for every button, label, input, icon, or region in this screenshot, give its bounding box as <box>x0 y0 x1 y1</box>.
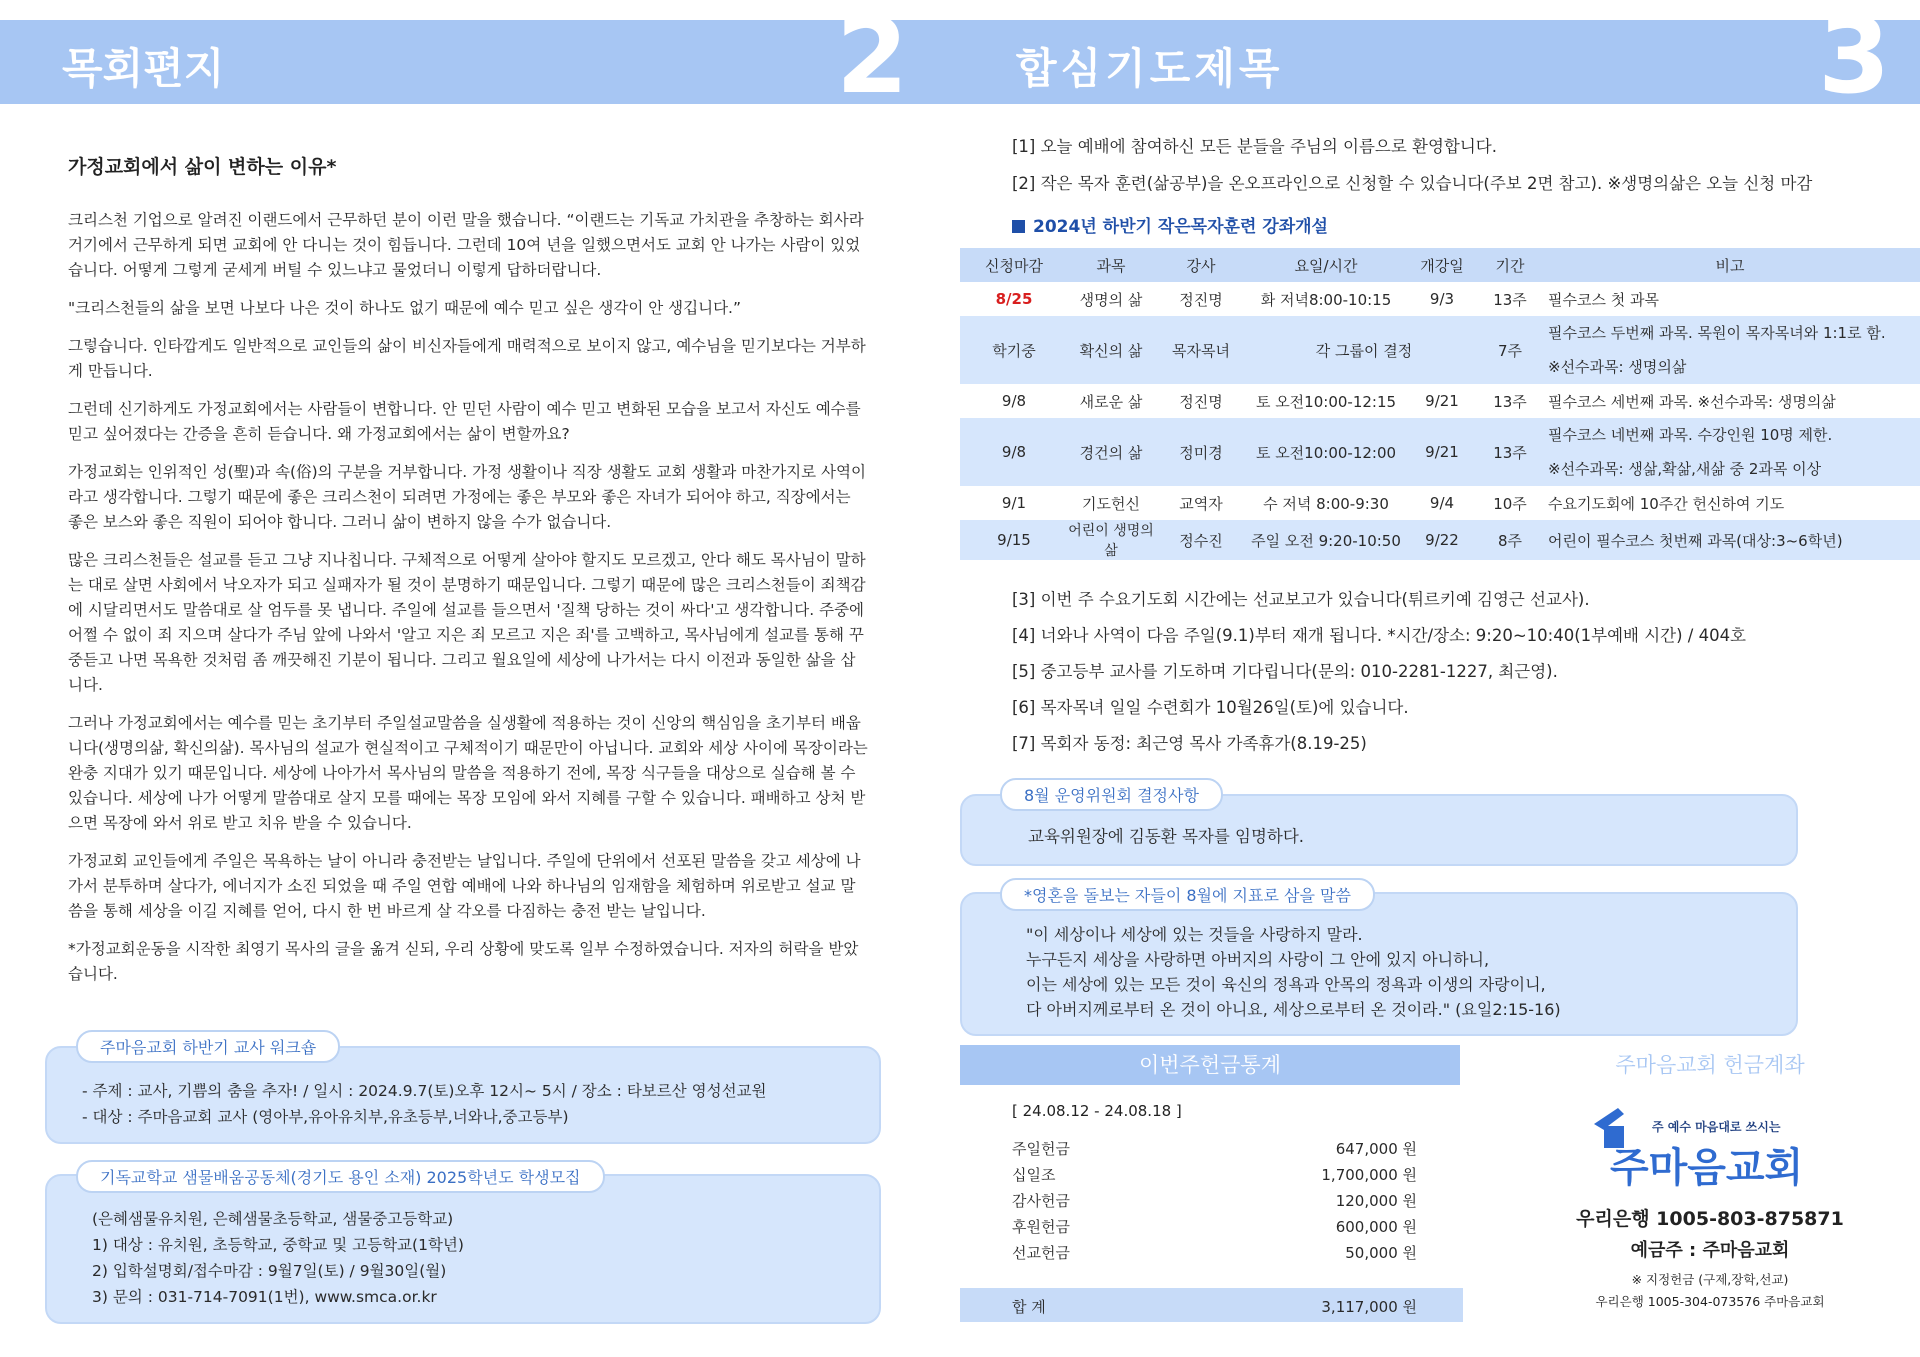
school-line: (은혜샘물유치원, 은혜샘물초등학교, 샘물중고등학교) <box>92 1210 454 1228</box>
total-label: 합 계 <box>1012 1298 1046 1316</box>
bank-account: 우리은행 1005-803-875871 <box>1576 1208 1844 1230</box>
verse-line: 누구든지 세상을 사랑하면 아버지의 사랑이 그 안에 있지 아니하니, <box>1026 950 1490 969</box>
workshop-tab: 주마음교회 하반기 교사 워크숍 <box>76 1030 340 1063</box>
school-details <box>92 1206 852 1310</box>
school-line: 2) 입학설명회/접수마감 : 9월7일(토) / 9월30일(월) <box>92 1262 447 1280</box>
offering-amount: 647,000 원 <box>1335 1140 1417 1158</box>
offering-row <box>1012 1138 1417 1159</box>
offering-title: 이번주헌금통계 <box>960 1045 1460 1085</box>
offering-amount: 600,000 원 <box>1335 1218 1417 1236</box>
letter-paragraph: 그러나 가정교회에서는 예수를 믿는 초기부터 주일설교말씀을 실생활에 적용하는 것이 신앙의 핵심임을 초기부터 배웁니다(생명의삶, 확신의삶). 목사님의 설교가 현실적이고 구체적이기 때문만이 아닙니다. 교회와 세상 사이에 목장이라는 완충 지대가 있기 때문입니다. 세상에 나아가서 목사님의 말씀을 적용하기 전에, 목장 식구들을 대상으로 실습해 볼 수 있습니다. 세상에 나가 어떻게 말씀대로 살지 모를 때에는 목장 모임에 와서 지혜를 구할 수 있습니다. 패배하고 상처 받으면 목장에 와서 위로 받고 치유 받을 수 있습니다. <box>68 714 868 832</box>
right-page-number: 3 <box>1818 0 1891 117</box>
offering-label: 감사헌금 <box>1012 1192 1070 1210</box>
school-line: 3) 문의 : 031-714-7091(1번), www.smca.or.kr <box>92 1288 437 1306</box>
course-title-text: 2024년 하반기 작은목자훈련 강좌개설 <box>1033 217 1328 237</box>
time-cell: 화 저녁8:00-10:15 <box>1260 290 1392 309</box>
deadline-cell: 학기중 <box>960 316 1068 384</box>
total-amount: 3,117,000 원 <box>1321 1298 1417 1316</box>
square-bullet-icon <box>1012 220 1025 233</box>
start-cell: 9/22 <box>1404 520 1480 560</box>
letter-title: 가정교회에서 삶이 변하는 이유* <box>68 156 337 178</box>
period-cell: 13주 <box>1493 290 1527 309</box>
letter-paragraph: 가정교회 교인들에게 주일은 목욕하는 날이 아니라 충전받는 날입니다. 주일에 단위에서 선포된 말씀을 갖고 세상에 나가서 분투하며 살다가, 에너지가 소진 되었을 때 주일 연합 예배에 나와 하나님의 임재함을 체험하며 위로받고 설교 말씀을 통해 세상을 이길 지혜를 얻어, 다시 한 번 바르게 살 각오를 다짐하는 충전 받는 날입니다. <box>68 852 861 920</box>
start-cell: 9/3 <box>1429 290 1455 308</box>
table-row <box>960 520 1920 560</box>
subject-cell: 확신의 삶 <box>1068 316 1154 384</box>
offering-row <box>1012 1164 1417 1185</box>
start-cell: 9/21 <box>1404 418 1480 486</box>
time-cell: 토 오전10:00-12:15 <box>1255 392 1397 411</box>
column-header: 비고 <box>1540 248 1920 282</box>
offering-amount: 50,000 원 <box>1345 1244 1417 1262</box>
workshop-line: - 주제 : 교사, 기쁨의 춤을 추자! / 일시 : 2024.9.7(토)오후 12시~ 5시 / 장소 : 타보르산 영성선교원 <box>82 1082 767 1100</box>
letter-paragraph: "크리스천들의 삶을 보면 나보다 나은 것이 하나도 없기 때문에 예수 믿고 싶은 생각이 안 생깁니다.” <box>68 299 742 317</box>
letter-paragraph: 그렇습니다. 인타깝게도 일반적으로 교인들의 삶이 비신자들에게 매력적으로 보이지 않고, 예수님을 믿기보다는 거부하게 만듭니다. <box>68 337 866 380</box>
school-tab: 기독교학교 샘물배움공동체(경기도 용인 소재) 2025학년도 학생모집 <box>76 1160 605 1193</box>
deadline-cell: 9/8 <box>960 418 1068 486</box>
column-header: 신청마감 <box>960 248 1068 282</box>
prayer-item-3: [3] 이번 주 수요기도회 시간에는 선교보고가 있습니다(튀르키예 김영근 선교사). <box>1012 590 1590 609</box>
verse-text <box>1026 922 1561 1022</box>
verse-line: 다 아버지께로부터 온 것이 아니요, 세상으로부터 온 것이라." (요일2:15-16) <box>1026 1000 1561 1019</box>
account-holder: 예금주 : 주마음교회 <box>1630 1240 1790 1261</box>
note-line: ※선수과목: 생명의삶 <box>1548 358 1687 376</box>
table-row <box>960 384 1920 418</box>
offering-label: 주일헌금 <box>1012 1140 1070 1158</box>
designated-offering-note: ※ 지정헌금 (구제,장학,선교) <box>1631 1272 1789 1287</box>
subject-cell: 생명의 삶 <box>1079 290 1143 309</box>
offering-amount: 1,700,000 원 <box>1321 1166 1417 1184</box>
note-line: ※선수과목: 생삶,확삶,새삶 중 2과목 이상 <box>1548 460 1822 478</box>
period-cell: 7주 <box>1480 316 1540 384</box>
period-cell: 13주 <box>1480 418 1540 486</box>
column-header: 개강일 <box>1404 248 1480 282</box>
period-cell: 8주 <box>1480 520 1540 560</box>
right-page-title: 합심기도제목 <box>1016 44 1284 93</box>
letter-paragraph: 많은 크리스천들은 설교를 듣고 그냥 지나칩니다. 구체적으로 어떻게 살아야 할지도 모르겠고, 안다 해도 목사님이 말하는 대로 살면 사회에서 낙오자가 되고 실패자가 될 것이 분명하기 때문입니다. 그렇기 때문에 많은 크리스천들이 죄책감에 시달리면서도 말씀대로 살 엄두를 못 냅니다. 주일에 설교를 들으면서 '질책 당하는 것이 싸다'고 생각합니다. 주중에 어쩔 수 없이 죄 지으며 살다가 주님 앞에 나와서 '알고 지은 죄 모르고 지은 죄'를 고백하고, 목사님에게 설교를 통해 꾸중듣고 나면 목욕한 것처럼 좀 깨끗해진 기분이 됩니다. 그리고 월요일에 세상에 나가서는 다시 이전과 동일한 삶을 삽니다. <box>68 551 866 694</box>
offering-row <box>1012 1190 1417 1211</box>
column-header: 요일/시간 <box>1248 248 1404 282</box>
column-header: 기간 <box>1480 248 1540 282</box>
letter-paragraph: 그런데 신기하게도 가정교회에서는 사람들이 변합니다. 안 믿던 사람이 예수 믿고 변화된 모습을 보고서 자신도 예수를 믿고 싶어졌다는 간증을 흔히 듣습니다. 왜 가정교회에서는 삶이 변할까요? <box>68 400 861 443</box>
committee-tab: 8월 운영위원회 결정사항 <box>1000 778 1223 811</box>
left-page-title: 목회편지 <box>62 44 225 93</box>
teacher-cell: 정진명 <box>1179 290 1223 309</box>
prayer-item-1: [1] 오늘 예배에 참여하신 모든 분들을 주님의 이름으로 환영합니다. <box>1012 137 1497 156</box>
deadline-cell: 9/8 <box>1001 392 1027 410</box>
period-cell: 10주 <box>1493 494 1527 513</box>
verse-line: 이는 세상에 있는 모든 것이 육신의 정욕과 안목의 정욕과 이생의 자랑이니, <box>1026 975 1546 994</box>
deadline-cell: 8/25 <box>995 290 1033 308</box>
letter-body <box>68 208 868 1000</box>
note-line: 필수코스 두번째 과목. 목원이 목자목녀와 1:1로 함. <box>1548 324 1886 342</box>
teacher-cell: 정수진 <box>1154 520 1248 560</box>
prayer-item-4: [4] 너와나 사역이 다음 주일(9.1)부터 재개 됩니다. *시간/장소: 9:20~10:40(1부예배 시간) / 404호 <box>1012 626 1746 645</box>
note-cell: 수요기도회에 10주간 헌신하여 기도 <box>1548 494 1785 513</box>
subject-cell: 경건의 삶 <box>1068 418 1154 486</box>
prayer-item-6: [6] 목자목녀 일일 수련회가 10월26일(토)에 있습니다. <box>1012 698 1409 717</box>
offering-row <box>1012 1216 1417 1237</box>
time-cell: 각 그룹이 결정 <box>1248 316 1480 384</box>
note-cell: 필수코스 첫 과목 <box>1548 290 1659 309</box>
letter-paragraph: 가정교회는 인위적인 성(聖)과 속(俗)의 구분을 거부합니다. 가정 생활이나 직장 생활도 교회 생활과 마찬가지로 사역이라고 생각합니다. 그렇기 때문에 좋은 크리스천이 되려면 가정에는 좋은 부모와 좋은 자녀가 되어야 하고, 직장에서는 좋은 보스와 좋은 직원이 되어야 합니다. 그러니 삶이 변하지 않을 수가 없습니다. <box>68 463 866 531</box>
church-logo <box>1584 1104 1824 1194</box>
verse-line: "이 세상이나 세상에 있는 것들을 사랑하지 말라. <box>1026 925 1363 944</box>
logo-name: 주마음교회 <box>1610 1145 1804 1191</box>
offering-total-row <box>1012 1296 1417 1317</box>
deadline-cell: 9/1 <box>1001 494 1027 512</box>
school-line: 1) 대상 : 유치원, 초등학교, 중학교 및 고등학교(1학년) <box>92 1236 464 1254</box>
course-table <box>960 248 1920 560</box>
table-header-row <box>960 248 1920 282</box>
start-cell: 9/21 <box>1425 392 1459 410</box>
note-cell: 필수코스 세번째 과목. ※선수과목: 생명의삶 <box>1548 392 1836 411</box>
column-header: 과목 <box>1068 248 1154 282</box>
start-cell: 9/4 <box>1429 494 1455 512</box>
letter-paragraph: 크리스천 기업으로 알려진 이랜드에서 근무하던 분이 이런 말을 했습니다. “이랜드는 기독교 가치관을 추창하는 회사라 거기에서 근무하게 되면 교회에 안 다니는 것이 힘듭니다. 그런데 10여 년을 일했으면서도 교회 안 나가는 사람이 있었습니다. 어떻게 그렇게 굳세게 버틸 수 있느냐고 물었더니 이렇게 답하더랍니다. <box>68 211 864 279</box>
teacher-cell: 정미경 <box>1154 418 1248 486</box>
committee-text: 교육위원장에 김동환 목자를 임명하다. <box>1028 827 1305 846</box>
note-cell <box>1540 316 1920 384</box>
offering-row <box>1012 1242 1417 1263</box>
prayer-item-2: [2] 작은 목자 훈련(삶공부)을 온오프라인으로 신청할 수 있습니다(주보 2면 참고). ※생명의삶은 오늘 신청 마감 <box>1012 174 1813 193</box>
offering-amount: 120,000 원 <box>1335 1192 1417 1210</box>
deadline-cell: 9/15 <box>960 520 1068 560</box>
subject-cell: 새로운 삶 <box>1079 392 1143 411</box>
offering-period: [ 24.08.12 - 24.08.18 ] <box>1012 1102 1182 1120</box>
table-row <box>960 316 1920 384</box>
table-row <box>960 486 1920 520</box>
table-row <box>960 418 1920 486</box>
period-cell: 13주 <box>1493 392 1527 411</box>
prayer-item-7: [7] 목회자 동정: 최근영 목사 가족휴가(8.19-25) <box>1012 734 1367 753</box>
prayer-item-5: [5] 중고등부 교사를 기도하며 기다립니다(문의: 010-2281-1227, 최근영). <box>1012 662 1558 681</box>
header-bar <box>0 20 1920 104</box>
designated-offering-account: 우리은행 1005-304-073576 주마음교회 <box>1595 1294 1825 1309</box>
workshop-line: - 대상 : 주마음교회 교사 (영아부,유아유치부,유초등부,너와나,중고등부) <box>82 1108 569 1126</box>
note-line: 필수코스 네번째 과목. 수강인원 10명 제한. <box>1548 426 1833 444</box>
verse-tab: *영혼을 돌보는 자들이 8월에 지표로 삼을 말씀 <box>1000 878 1375 911</box>
teacher-cell: 교역자 <box>1179 494 1223 513</box>
time-cell: 주일 오전 9:20-10:50 <box>1248 520 1404 560</box>
left-page-number: 2 <box>836 0 909 117</box>
teacher-cell: 목자목녀 <box>1154 316 1248 384</box>
note-cell <box>1540 418 1920 486</box>
time-cell: 수 저녁 8:00-9:30 <box>1263 494 1389 513</box>
offering-label: 후원헌금 <box>1012 1218 1070 1236</box>
time-cell: 토 오전10:00-12:00 <box>1248 418 1404 486</box>
subject-cell: 기도헌신 <box>1082 494 1140 513</box>
letter-paragraph: *가정교회운동을 시작한 최영기 목사의 글을 옮겨 싣되, 우리 상황에 맞도록 일부 수정하였습니다. 저자의 허락을 받았습니다. <box>68 940 859 983</box>
workshop-details <box>82 1078 862 1130</box>
table-row <box>960 282 1920 316</box>
logo-tagline: 주 예수 마음대로 쓰시는 <box>1652 1120 1781 1134</box>
offering-label: 선교헌금 <box>1012 1244 1070 1262</box>
course-section-title <box>1012 212 1328 237</box>
note-cell: 어린이 필수코스 첫번째 과목(대상:3~6학년) <box>1540 520 1920 560</box>
subject-cell: 어린이 생명의삶 <box>1068 520 1154 560</box>
offering-label: 십일조 <box>1012 1166 1056 1184</box>
account-title: 주마음교회 헌금계좌 <box>1500 1045 1920 1085</box>
teacher-cell: 정진명 <box>1179 392 1223 411</box>
column-header: 강사 <box>1154 248 1248 282</box>
